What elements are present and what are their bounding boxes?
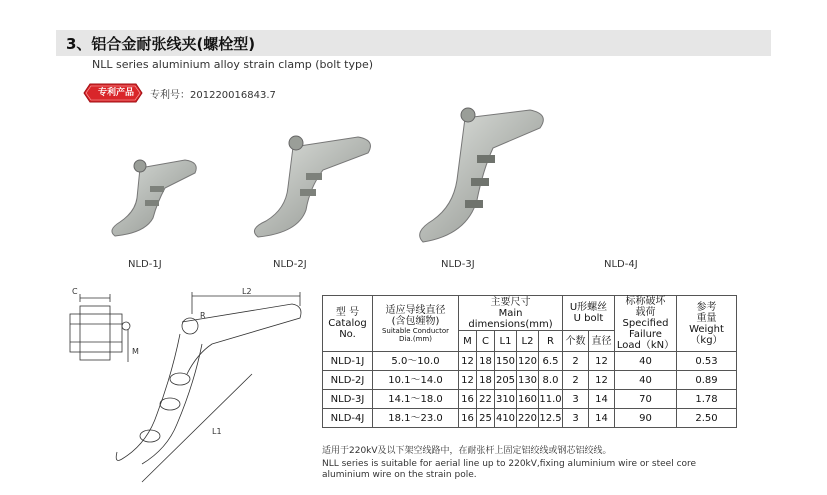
- col-dimensions: [459, 296, 563, 331]
- col-load-cn2: 载荷: [635, 307, 656, 318]
- drawing-label-c: C: [72, 287, 78, 296]
- cell-dia: 14.1～18.0: [373, 390, 459, 409]
- col-model: [323, 296, 373, 352]
- cell-l2: 160: [517, 390, 539, 409]
- cell-count: 3: [563, 390, 589, 409]
- cell-diameter: 12: [589, 352, 615, 371]
- table-row: [323, 371, 737, 390]
- col-weight-en2: （kg）: [690, 334, 723, 346]
- cell-weight: 0.53: [677, 352, 737, 371]
- cell-weight: 1.78: [677, 390, 737, 409]
- cell-model: NLD-1J: [323, 352, 373, 371]
- cell-m: 16: [459, 390, 477, 409]
- cell-load: 90: [615, 409, 677, 428]
- section-title: 3、铝合金耐张线夹(螺栓型): [66, 35, 256, 53]
- patent-number: 专利号：201220016843.7: [150, 90, 276, 101]
- cell-dia: 5.0～10.0: [373, 352, 459, 371]
- cell-l1: 150: [495, 352, 517, 371]
- cell-dia: 18.1～23.0: [373, 409, 459, 428]
- photo-label-nld-2j: NLD-2J: [273, 259, 307, 270]
- table-row: [323, 390, 737, 409]
- cell-r: 8.0: [539, 371, 563, 390]
- cell-c: 18: [477, 352, 495, 371]
- col-dim-en: Main dimensions(mm): [468, 307, 553, 330]
- section-subtitle: NLL series aluminium alloy strain clamp (bolt type): [92, 58, 373, 71]
- col-dia-cn: 适应导线直径: [385, 304, 446, 316]
- note-english: NLL series is suitable for aerial line up to 220kV,fixing aluminium wire or steel core aluminium wire on the strain pole.: [322, 459, 697, 480]
- drawing-label-r: R: [200, 311, 206, 320]
- col-dia-cn2: (含包缠物): [391, 315, 440, 327]
- note-chinese: 适用于220kV及以下架空线路中，在耐张杆上固定铝绞线或钢芯铝绞线。: [322, 446, 612, 456]
- spec-table: [322, 295, 737, 428]
- cell-c: 22: [477, 390, 495, 409]
- cell-c: 18: [477, 371, 495, 390]
- cell-l1: 205: [495, 371, 517, 390]
- cell-m: 12: [459, 371, 477, 390]
- drawing-label-l2: L2: [242, 287, 252, 296]
- cell-weight: 0.89: [677, 371, 737, 390]
- col-load-en1: Specified: [622, 318, 669, 329]
- col-weight-cn2: 重量: [696, 312, 717, 324]
- cell-c: 25: [477, 409, 495, 428]
- cell-diameter: 14: [589, 409, 615, 428]
- col-l2: L2: [517, 331, 539, 352]
- cell-load: 70: [615, 390, 677, 409]
- table-row: [323, 409, 737, 428]
- product-photo-nld-1j: [95, 148, 215, 248]
- section-title-bar: [56, 30, 771, 56]
- cell-r: 11.0: [539, 390, 563, 409]
- cell-count: 2: [563, 352, 589, 371]
- col-load-en3: Load（kN）: [616, 340, 675, 351]
- col-load-en2: Failure: [629, 329, 662, 340]
- col-m: M: [459, 331, 477, 352]
- col-load: [615, 296, 677, 352]
- cell-l2: 120: [517, 352, 539, 371]
- cell-model: NLD-4J: [323, 409, 373, 428]
- col-dia-en1: Suitable Conductor: [381, 326, 450, 335]
- drawing-label-l1: L1: [212, 427, 222, 436]
- cell-l1: 310: [495, 390, 517, 409]
- col-l1: L1: [495, 331, 517, 352]
- product-photo-nld-2j: [228, 125, 378, 253]
- col-ubolt-cn: U形螺丝: [569, 302, 608, 314]
- col-dim-cn: 主要尺寸: [490, 296, 531, 308]
- cell-l2: 220: [517, 409, 539, 428]
- cell-m: 12: [459, 352, 477, 371]
- table-row: [323, 352, 737, 371]
- cell-l1: 410: [495, 409, 517, 428]
- col-count: 个数: [563, 331, 589, 352]
- cell-diameter: 14: [589, 390, 615, 409]
- cell-dia: 10.1～14.0: [373, 371, 459, 390]
- photo-label-nld-3j: NLD-3J: [441, 259, 475, 270]
- col-model-en2: No.: [339, 329, 356, 340]
- patent-badge-label: 专利产品: [98, 88, 135, 98]
- cell-count: 3: [563, 409, 589, 428]
- product-photo-nld-3j: [405, 100, 555, 252]
- col-c: C: [477, 331, 495, 352]
- col-ubolt-en: U bolt: [573, 313, 604, 325]
- cell-load: 40: [615, 352, 677, 371]
- col-weight: [677, 296, 737, 352]
- cell-count: 2: [563, 371, 589, 390]
- col-r: R: [539, 331, 563, 352]
- cell-m: 16: [459, 409, 477, 428]
- drawing-label-m: M: [132, 347, 139, 356]
- col-ubolt: [563, 296, 615, 331]
- technical-drawing: [62, 284, 318, 484]
- col-load-cn1: 标称破坏: [625, 296, 666, 307]
- col-model-en1: Catalog: [328, 318, 367, 329]
- cell-r: 6.5: [539, 352, 563, 371]
- col-weight-cn1: 参考: [696, 301, 717, 313]
- col-model-cn: 型 号: [335, 307, 360, 318]
- cell-r: 12.5: [539, 409, 563, 428]
- photo-label-nld-4j: NLD-4J: [604, 259, 638, 270]
- photo-label-nld-1j: NLD-1J: [128, 259, 162, 270]
- cell-weight: 2.50: [677, 409, 737, 428]
- col-dia: [373, 296, 459, 352]
- col-weight-en1: Weight: [689, 323, 724, 335]
- col-diameter: 直径: [589, 331, 615, 352]
- cell-model: NLD-3J: [323, 390, 373, 409]
- col-dia-en2: Dia.(mm): [399, 334, 432, 343]
- cell-load: 40: [615, 371, 677, 390]
- cell-l2: 130: [517, 371, 539, 390]
- cell-model: NLD-2J: [323, 371, 373, 390]
- cell-diameter: 12: [589, 371, 615, 390]
